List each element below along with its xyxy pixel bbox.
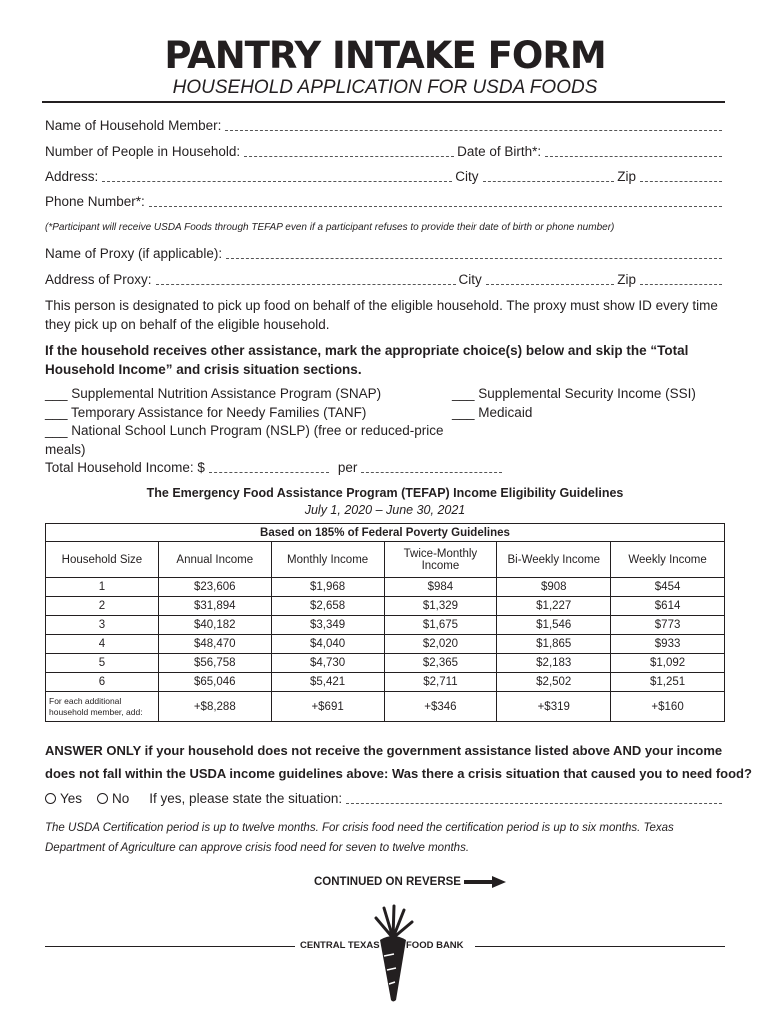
table-cell: $2,658 <box>271 597 384 616</box>
col-weekly-income: Weekly Income <box>611 542 725 578</box>
table-cell: 5 <box>46 654 159 673</box>
footer-brand-left: CENTRAL TEXAS <box>300 940 380 951</box>
assistance-options-left <box>45 385 445 459</box>
table-cell: $1,251 <box>611 673 725 692</box>
additional-member-label: For each additional household member, add: <box>46 692 159 722</box>
table-cell: $1,968 <box>271 578 384 597</box>
continued-label: CONTINUED ON REVERSE <box>314 876 461 889</box>
dob-label: Date of Birth*: <box>457 144 542 159</box>
city-label: City <box>455 169 479 184</box>
table-cell: $773 <box>611 616 725 635</box>
table-cell: +$319 <box>497 692 611 722</box>
people-count-field[interactable] <box>244 143 454 157</box>
address-row <box>45 168 725 186</box>
table-cell: $65,046 <box>158 673 271 692</box>
income-guidelines-table <box>45 523 725 722</box>
col-household-size: Household Size <box>46 542 159 578</box>
phone-row <box>45 193 725 211</box>
table-cell: +$8,288 <box>158 692 271 722</box>
table-cell: 6 <box>46 673 159 692</box>
footer-line-left <box>45 946 295 947</box>
table-row <box>46 654 725 673</box>
table-cell: $4,730 <box>271 654 384 673</box>
people-dob-row <box>45 143 725 161</box>
crisis-situation-label: If yes, please state the situation: <box>149 791 343 806</box>
guidelines-dates: July 1, 2020 – June 30, 2021 <box>304 503 466 517</box>
table-cell: $23,606 <box>158 578 271 597</box>
footer-line-right <box>475 946 725 947</box>
proxy-address-field[interactable] <box>156 271 456 285</box>
snap-option[interactable] <box>45 385 445 404</box>
table-cell: $1,865 <box>497 635 611 654</box>
crisis-no-option[interactable] <box>97 790 129 808</box>
address-field[interactable] <box>102 168 452 182</box>
proxy-name-label: Name of Proxy (if applicable): <box>45 246 223 261</box>
table-cell: $2,183 <box>497 654 611 673</box>
form-title: PANTRY INTAKE FORM <box>164 34 606 77</box>
tanf-blank: ___ <box>45 404 68 420</box>
table-cell: $48,470 <box>158 635 271 654</box>
table-band-header: Based on 185% of Federal Poverty Guidelines <box>46 524 725 542</box>
crisis-situation-field[interactable] <box>346 790 722 804</box>
table-cell: $1,329 <box>384 597 497 616</box>
crisis-question-line2: does not fall within the USDA income guidelines above: Was there a crisis situation that caused you to need food? <box>45 766 752 781</box>
crisis-yes-option[interactable] <box>45 790 82 808</box>
ssi-label: Supplemental Security Income (SSI) <box>478 386 696 401</box>
proxy-name-field[interactable] <box>226 245 722 259</box>
table-cell: $2,020 <box>384 635 497 654</box>
phone-field[interactable] <box>149 193 722 207</box>
table-cell: 1 <box>46 578 159 597</box>
income-period-field[interactable] <box>361 459 502 473</box>
table-cell: $1,227 <box>497 597 611 616</box>
table-cell: +$346 <box>384 692 497 722</box>
income-per-label: per <box>337 460 358 475</box>
crisis-answer-row <box>45 790 725 808</box>
col-annual-income: Annual Income <box>158 542 271 578</box>
income-row <box>45 459 505 477</box>
arrow-right-icon <box>464 876 506 888</box>
crisis-yes-label: Yes <box>60 791 83 806</box>
member-name-label: Name of Household Member: <box>45 118 222 133</box>
zip-field[interactable] <box>640 168 722 182</box>
table-cell: $5,421 <box>271 673 384 692</box>
guidelines-title: The Emergency Food Assistance Program (TEFAP) Income Eligibility Guidelines <box>146 486 624 500</box>
snap-blank: ___ <box>45 386 68 401</box>
table-cell: 4 <box>46 635 159 654</box>
dob-field[interactable] <box>545 143 722 157</box>
table-cell: $454 <box>611 578 725 597</box>
table-cell: $1,675 <box>384 616 497 635</box>
carrot-logo-icon <box>372 904 416 1002</box>
table-cell: $984 <box>384 578 497 597</box>
col-twice-monthly-income: Twice-Monthly Income <box>384 542 497 578</box>
table-cell: $908 <box>497 578 611 597</box>
address-label: Address: <box>45 169 99 184</box>
table-row <box>46 673 725 692</box>
nslp-option[interactable] <box>45 422 445 459</box>
table-cell: $56,758 <box>158 654 271 673</box>
zip-label: Zip <box>617 169 636 184</box>
optional-info-footnote: (*Participant will receive USDA Foods through TEFAP even if a participant refuses to provide their date of birth or phone number) <box>45 222 615 233</box>
proxy-zip-label: Zip <box>617 272 636 287</box>
table-row <box>46 635 725 654</box>
table-row <box>46 578 725 597</box>
form-subtitle: HOUSEHOLD APPLICATION FOR USDA FOODS <box>172 77 598 98</box>
table-row <box>46 616 725 635</box>
member-name-row <box>45 117 725 135</box>
proxy-zip-field[interactable] <box>640 271 722 285</box>
proxy-note: This person is designated to pick up food on behalf of the eligible household. The proxy must show ID every time they pick up on behalf of the eligible household. <box>45 298 718 332</box>
table-cell: $933 <box>611 635 725 654</box>
table-cell: +$160 <box>611 692 725 722</box>
col-monthly-income: Monthly Income <box>271 542 384 578</box>
medicaid-blank: ___ <box>452 404 475 420</box>
snap-label: Supplemental Nutrition Assistance Program (SNAP) <box>71 386 382 401</box>
income-label: Total Household Income: $ <box>45 460 205 475</box>
tanf-option[interactable] <box>45 404 445 423</box>
proxy-address-row <box>45 271 725 289</box>
proxy-address-label: Address of Proxy: <box>45 272 152 287</box>
proxy-city-field[interactable] <box>486 271 614 285</box>
people-count-label: Number of People in Household: <box>45 144 241 159</box>
table-cell: +$691 <box>271 692 384 722</box>
assistance-options-right <box>452 385 725 422</box>
title-divider <box>42 101 725 103</box>
crisis-question-line1: ANSWER ONLY if your household does not receive the government assistance listed above AND your income <box>45 743 723 758</box>
table-cell: $40,182 <box>158 616 271 635</box>
table-cell: $614 <box>611 597 725 616</box>
table-cell: $2,365 <box>384 654 497 673</box>
city-field[interactable] <box>483 168 615 182</box>
table-cell: 2 <box>46 597 159 616</box>
member-name-field[interactable] <box>225 117 722 131</box>
continued-on-reverse <box>314 876 506 888</box>
ssi-blank: ___ <box>452 386 475 401</box>
table-cell: $1,092 <box>611 654 725 673</box>
medicaid-option[interactable] <box>452 404 725 423</box>
income-amount-field[interactable] <box>209 459 329 473</box>
ssi-option[interactable] <box>452 385 725 404</box>
crisis-no-label: No <box>112 791 130 806</box>
table-cell: $4,040 <box>271 635 384 654</box>
proxy-name-row <box>45 245 725 263</box>
footer-brand-right: FOOD BANK <box>406 940 464 951</box>
table-row-additional-member <box>46 692 725 722</box>
col-biweekly-income: Bi-Weekly Income <box>497 542 611 578</box>
table-cell: $2,502 <box>497 673 611 692</box>
no-radio-icon[interactable] <box>97 793 108 804</box>
tanf-label: Temporary Assistance for Needy Families (TANF) <box>71 404 367 420</box>
table-cell: $3,349 <box>271 616 384 635</box>
table-cell: $1,546 <box>497 616 611 635</box>
proxy-city-label: City <box>458 272 482 287</box>
table-cell: 3 <box>46 616 159 635</box>
nslp-label: National School Lunch Program (NSLP) (free or reduced-price meals) <box>45 423 444 457</box>
certification-note: The USDA Certification period is up to twelve months. For crisis food need the certification period is up to six months. Texas Department of Agriculture can approve crisis food need for seven to twelve months. <box>45 822 674 854</box>
table-row <box>46 597 725 616</box>
medicaid-label: Medicaid <box>478 404 533 420</box>
table-cell: $31,894 <box>158 597 271 616</box>
yes-radio-icon[interactable] <box>45 793 56 804</box>
nslp-blank: ___ <box>45 423 68 438</box>
phone-label: Phone Number*: <box>45 194 145 209</box>
table-cell: $2,711 <box>384 673 497 692</box>
assistance-instruction: If the household receives other assistance, mark the appropriate choice(s) below and skip the “Total Household Income” and crisis situation sections. <box>45 343 689 377</box>
